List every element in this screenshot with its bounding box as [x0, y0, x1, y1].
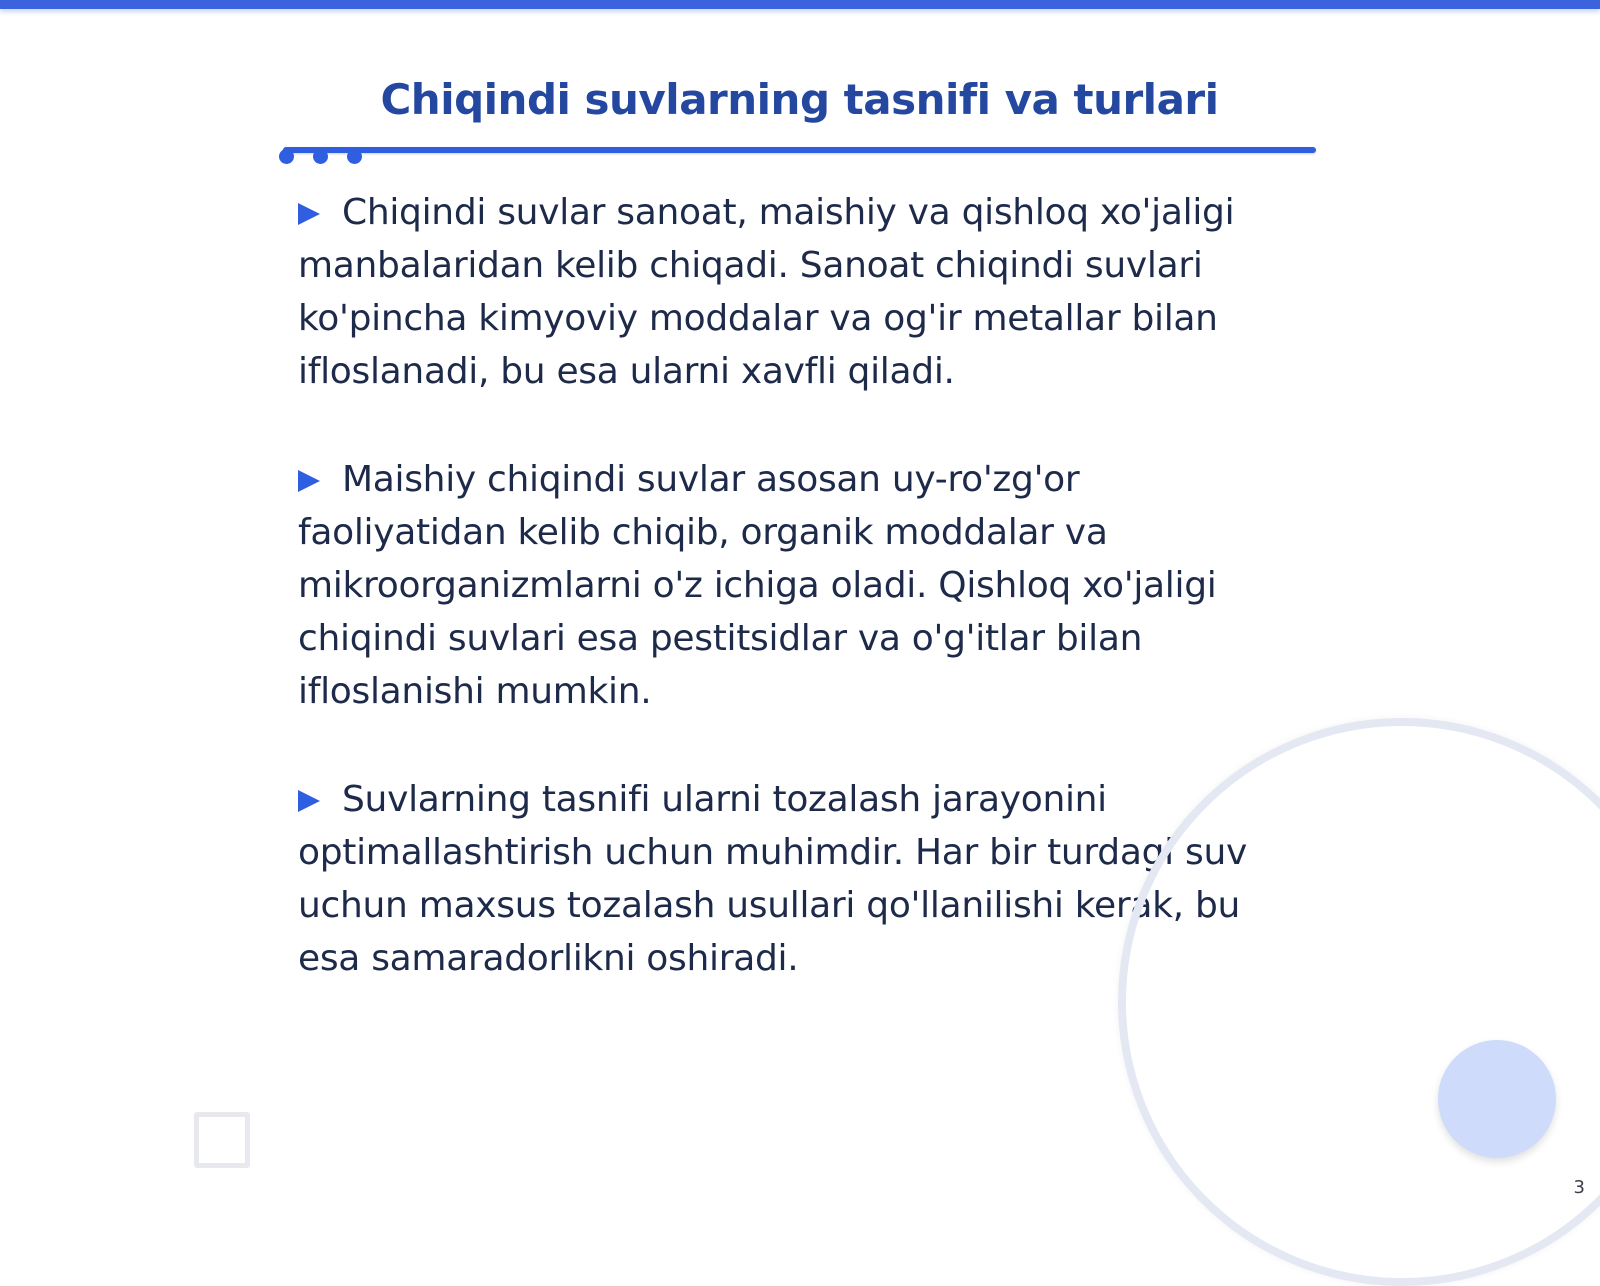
title-underline — [283, 147, 1316, 153]
decorative-dot — [313, 149, 328, 164]
slide-title: Chiqindi suvlarning tasnifi va turlari — [380, 75, 1219, 124]
top-accent-bar — [0, 0, 1600, 9]
decorative-dot — [347, 149, 362, 164]
bullet-item — [298, 453, 1288, 718]
decorative-dot — [279, 149, 294, 164]
triangle-right-icon — [298, 203, 320, 225]
bullet-item — [298, 186, 1288, 398]
page-number: 3 — [1573, 1177, 1585, 1198]
bullet-text: Suvlarning tasnifi ularni tozalash jarayonini optimallashtirish uchun muhimdir. Har bir turdagi suv uchun maxsus tozalash usullari qo'llanilishi kerak, bu esa samaradorlikni oshiradi. — [298, 779, 1247, 979]
triangle-right-icon — [298, 470, 320, 492]
decorative-square — [194, 1112, 250, 1168]
bullet-text: Maishiy chiqindi suvlar asosan uy-ro'zg'or faoliyatidan kelib chiqib, organik moddalar va mikroorganizmlarni o'z ichiga oladi. Qishloq xo'jaligi chiqindi suvlari esa pestitsidlar va o'g'itlar bilan ifloslanishi mumkin. — [298, 459, 1217, 712]
triangle-right-icon — [298, 790, 320, 812]
decorative-circle — [1438, 1040, 1556, 1158]
bullet-text: Chiqindi suvlar sanoat, maishiy va qishloq xo'jaligi manbalaridan kelib chiqadi. Sanoat chiqindi suvlari ko'pincha kimyoviy moddalar va og'ir metallar bilan ifloslanadi, bu esa ularni xavfli qiladi. — [298, 192, 1235, 392]
